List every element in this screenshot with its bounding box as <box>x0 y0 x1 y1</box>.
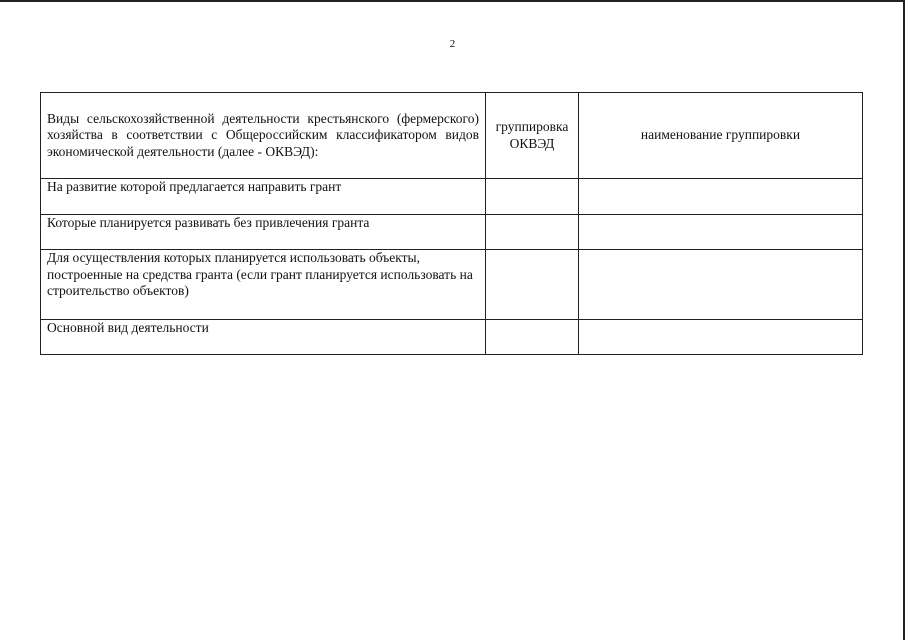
header-grouping-name-cell: наименование группировки <box>579 93 863 179</box>
row-label-cell: Которые планируется развивать без привлечения гранта <box>41 215 486 250</box>
row-grouping-name-cell <box>579 250 863 320</box>
row-label-cell: Основной вид деятельности <box>41 320 486 355</box>
row-grouping-cell <box>486 320 579 355</box>
row-grouping-cell <box>486 215 579 250</box>
okved-activities-table <box>40 92 863 355</box>
row-label-cell: Для осуществления которых планируется использовать объекты, построенные на средства гранта (если грант планируется использовать на строительство объектов) <box>41 250 486 320</box>
table-header-row <box>41 93 863 179</box>
row-label-cell: На развитие которой предлагается направить грант <box>41 179 486 215</box>
row-grouping-cell <box>486 179 579 215</box>
row-grouping-cell <box>486 250 579 320</box>
header-grouping-cell: группировка ОКВЭД <box>486 93 579 179</box>
row-grouping-name-cell <box>579 215 863 250</box>
table-row <box>41 179 863 215</box>
top-border-line <box>0 0 905 2</box>
table-row <box>41 250 863 320</box>
row-grouping-name-cell <box>579 179 863 215</box>
page-number: 2 <box>449 38 456 50</box>
table-row <box>41 215 863 250</box>
header-activities-cell: Виды сельскохозяйственной деятельности крестьянского (фермерского) хозяйства в соответствии с Общероссийским классификатором видов экономической деятельности (далее - ОКВЭД): <box>41 93 486 179</box>
table-row <box>41 320 863 355</box>
row-grouping-name-cell <box>579 320 863 355</box>
